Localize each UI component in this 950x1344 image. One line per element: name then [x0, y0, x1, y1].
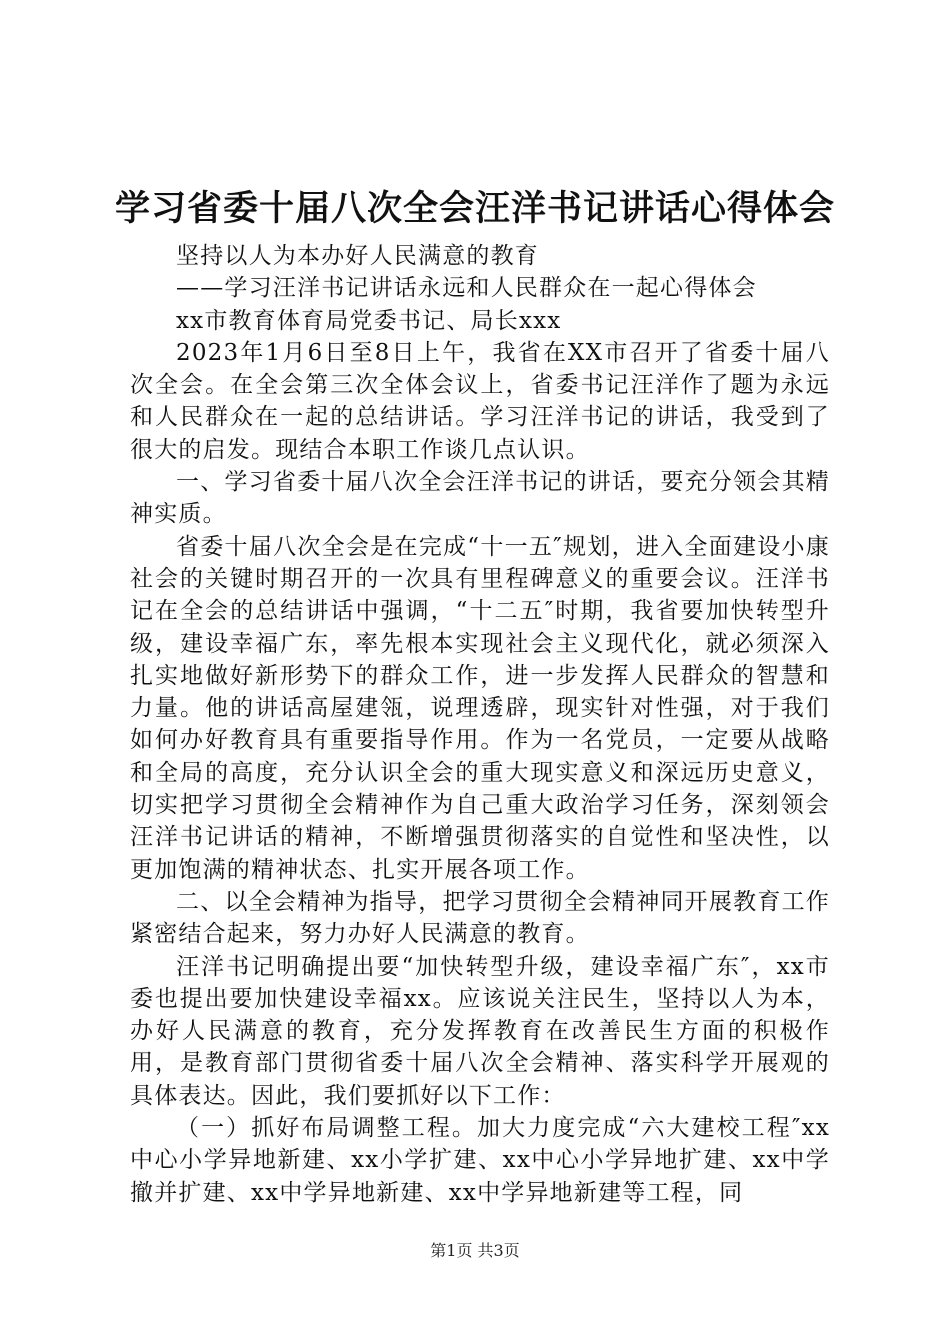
page-footer: 第1页 共3页 [430, 1241, 520, 1260]
body-paragraph: （一）抓好布局调整工程。加大力度完成“六大建校工程″xx中心小学异地新建、xx小学扩建、xx中心小学异地扩建、xx中学撤并扩建、xx中学异地新建、xx中学异地新建等工程，同 [130, 1115, 830, 1206]
document-title: 学习省委十届八次全会汪洋书记讲话心得体会 [114, 188, 835, 229]
section-heading-paragraph: 二、以全会精神为指导，把学习贯彻全会精神同开展教育工作紧密结合起来，努力办好人民满意的教育。 [130, 888, 830, 948]
subtitle-line-paragraph: ——学习汪洋书记讲话永远和人民群众在一起心得体会 [176, 275, 757, 302]
author-paragraph: xx市教育体育局党委书记、局长xxx [176, 307, 562, 334]
body-paragraph: 2023年1月6日至8日上午，我省在XX市召开了省委十届八次全会。在全会第三次全体会议上，省委书记汪洋作了题为永远和人民群众在一起的总结讲话。学习汪洋书记的讲话，我受到了很大的启发。现结合本职工作谈几点认识。 [130, 339, 830, 463]
body-paragraph: 汪洋书记明确提出要“加快转型升级，建设幸福广东″，xx市委也提出要加快建设幸福xx。应该说关注民生，坚持以人为本，办好人民满意的教育，充分发挥教育在改善民生方面的积极作用，是教育部门贯彻省委十届八次全会精神、落实科学开展观的具体表达。因此，我们要抓好以下工作： [130, 953, 830, 1109]
document-body [130, 240, 830, 1209]
body-paragraph: 省委十届八次全会是在完成“十一五″规划，进入全面建设小康社会的关键时期召开的一次具有里程碑意义的重要会议。汪洋书记在全会的总结讲话中强调，“十二五″时期，我省要加快转型升级，建设幸福广东，率先根本实现社会主义现代化，就必须深入扎实地做好新形势下的群众工作，进一步发挥人民群众的智慧和力量。他的讲话高屋建瓴，说理透辟，现实针对性强，对于我们如何办好教育具有重要指导作用。作为一名党员，一定要从战略和全局的高度，充分认识全会的重大现实意义和深远历史意义，切实把学习贯彻全会精神作为自己重大政治学习任务，深刻领会汪洋书记讲话的精神，不断增强贯彻落实的自觉性和坚决性，以更加饱满的精神状态、扎实开展各项工作。 [130, 533, 830, 883]
subtitle-paragraph: 坚持以人为本办好人民满意的教育 [176, 243, 539, 269]
section-heading-paragraph: 一、学习省委十届八次全会汪洋书记的讲话，要充分领会其精神实质。 [130, 469, 830, 528]
